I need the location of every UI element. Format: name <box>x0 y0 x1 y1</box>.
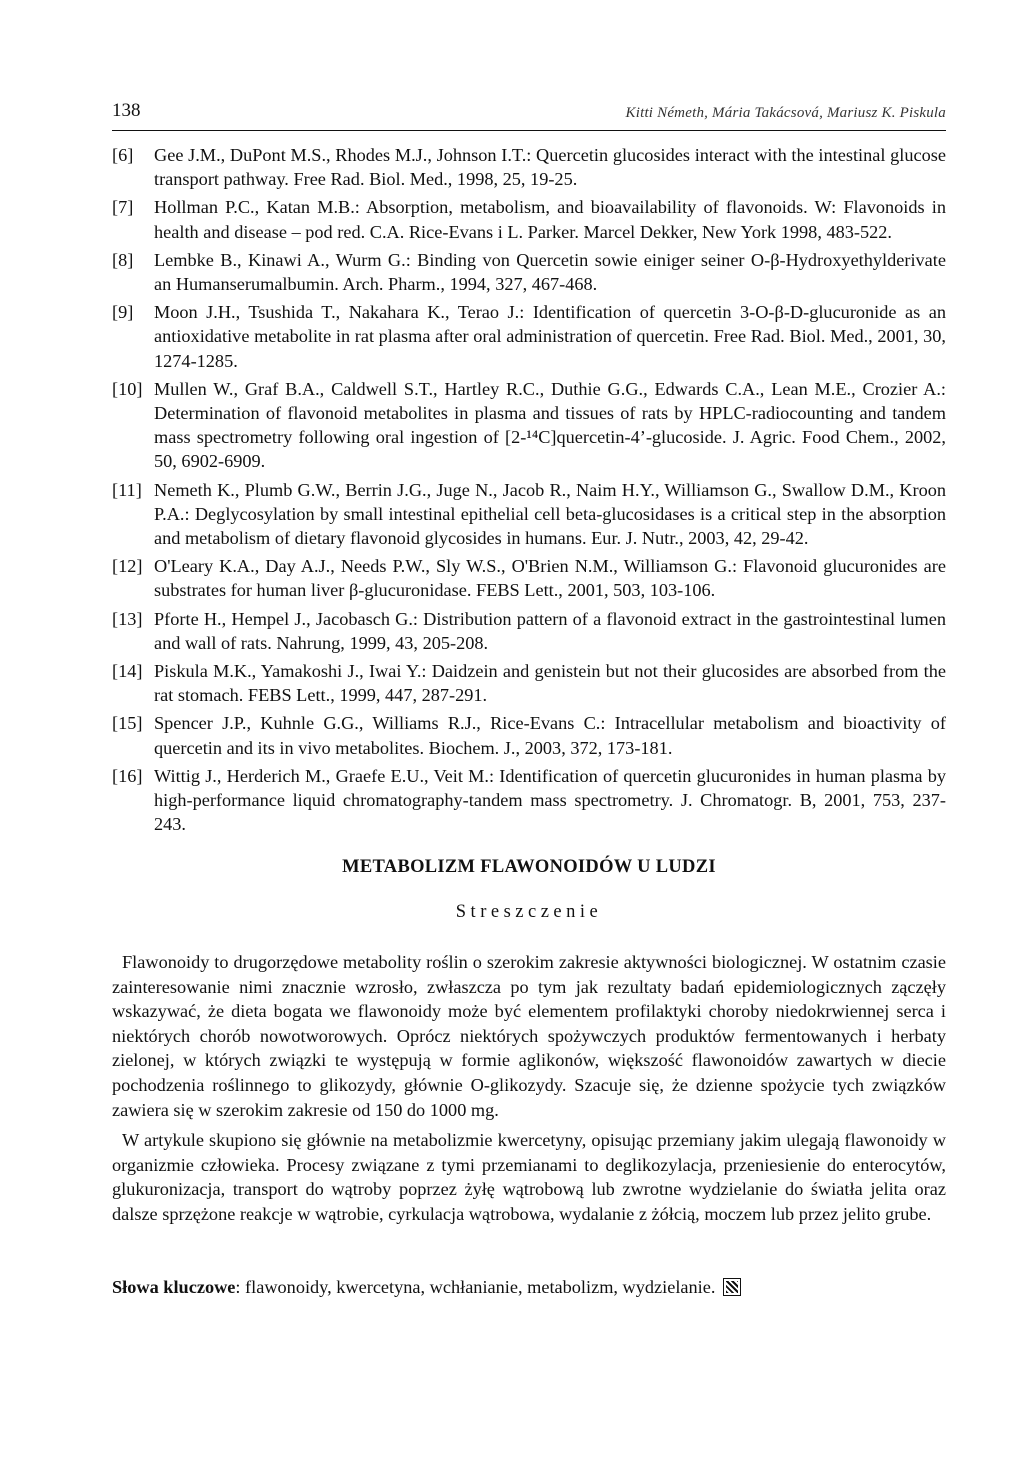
reference-text: Hollman P.C., Katan M.B.: Absorption, metabolism, and bioavailability of flavonoids. W: Flavonoids in health and disease – pod red. C.A. Rice-Evans i L. Parker. Marcel Dekker, New York 1998, 483-522. <box>154 197 946 242</box>
reference-text: Spencer J.P., Kuhnle G.G., Williams R.J., Rice-Evans C.: Intracellular metabolism and bioactivity of quercetin and its in vivo metabolites. Biochem. J., 2003, 372, 173-181. <box>154 713 946 758</box>
reference-item <box>112 764 946 837</box>
reference-number: [16] <box>112 765 143 786</box>
reference-item <box>112 248 946 296</box>
reference-text: Nemeth K., Plumb G.W., Berrin J.G., Juge N., Jacob R., Naim H.Y., Williamson G., Swallow D.M., Kroon P.A.: Deglycosylation by small intestinal epithelial cell beta-glucosidases is a critical step in the absorption and metabolism of dietary flavonoid glycosides in humans. Eur. J. Nutr., 2003, 42, 29-42. <box>154 479 946 549</box>
reference-text: O'Leary K.A., Day A.J., Needs P.W., Sly W.S., O'Brien N.M., Williamson G.: Flavonoid glucuronides are substrates for human liver β-glucuronidase. FEBS Lett., 2001, 503, 103-106. <box>154 556 946 601</box>
reference-item <box>112 377 946 474</box>
reference-item <box>112 300 946 373</box>
reference-number: [14] <box>112 661 143 682</box>
reference-item <box>112 711 946 759</box>
keywords-line <box>112 1275 946 1299</box>
page-header <box>112 98 946 131</box>
reference-item <box>112 478 946 551</box>
reference-number: [9] <box>112 302 134 323</box>
reference-list <box>112 143 946 840</box>
reference-text: Piskula M.K., Yamakoshi J., Iwai Y.: Daidzein and genistein but not their glucosides are absorbed from the rat stomach. FEBS Lett., 1999, 447, 287-291. <box>154 661 946 706</box>
keywords-list: : flawonoidy, kwercetyna, wchłanianie, metabolizm, wydzielanie. <box>235 1277 716 1297</box>
reference-number: [13] <box>112 608 143 629</box>
reference-item <box>112 554 946 602</box>
reference-number: [15] <box>112 713 143 734</box>
reference-number: [10] <box>112 378 143 399</box>
reference-number: [6] <box>112 145 134 165</box>
reference-text: Lembke B., Kinawi A., Wurm G.: Binding von Quercetin sowie einiger seiner O-β-Hydroxyethylderivate an Humanserumalbumin. Arch. Pharm., 1994, 327, 467-468. <box>154 249 946 295</box>
running-head-authors: Kitti Németh, Mária Takácsová, Mariusz K. Piskula <box>625 105 946 121</box>
reference-number: [12] <box>112 556 143 577</box>
abstract-title: METABOLIZM FLAWONOIDÓW U LUDZI <box>342 857 716 877</box>
abstract-paragraph: Flawonoidy to drugorzędowe metabolity roślin o szerokim zakresie aktywności biologicznej. W ostatnim czasie zainteresowanie nimi znacznie wzrosło, zwłaszcza po tym jak rezultaty badań epidemiologicznych zączęły wskazywać, że dieta bogata we flawonoidy może być elementem profilaktyki choroby niedokrwiennej serca i niektórych chorób nowotworowych. Oprócz niektórych spożywczych produktów fermentowanych i herbaty zielonej, w których związki te występują w formie aglikonów, większość flawonoidów zawartych w diecie pochodzenia roślinnego to glikozydy, głównie O-glikozydy. Szacuje się, że dzienne spożycie tych związków zawiera się w szerokim zakresie od 150 do 1000 mg. <box>112 952 946 1120</box>
reference-number: [7] <box>112 197 134 218</box>
reference-text: Wittig J., Herderich M., Graefe E.U., Veit M.: Identification of quercetin glucuronides in human plasma by high-performance liquid chromatography-tandem mass spectrometry. J. Chromatogr. B, 2001, 753, 237-243. <box>154 765 946 835</box>
reference-item <box>112 143 946 191</box>
abstract-paragraph: W artykule skupiono się głównie na metabolizmie kwercetyny, opisując przemiany jakim ulegają flawonoidy w organizmie człowieka. Procesy związane z tymi przemianami to deglikozylacja, przeniesienie do enterocytów, glukuronizacja, transport do wątroby poprzez żyłę wątrobową lub zwrotne wydzielanie do światła jelita oraz dalsze sprzężone reakcje w wątrobie, cyrkulacja wątrobowa, wydalanie z żółcią, moczem lub przez jelito grube. <box>112 1130 946 1224</box>
page-number: 138 <box>112 100 141 121</box>
reference-text: Moon J.H., Tsushida T., Nakahara K., Terao J.: Identification of quercetin 3-O-β-D-glucuronide as an antioxidative metabolite in rat plasma after oral administration of quercetin. Free Rad. Biol. Med., 2001, 30, 1274-1285. <box>154 302 946 371</box>
reference-item <box>112 659 946 707</box>
reference-item <box>112 195 946 243</box>
reference-text: Mullen W., Graf B.A., Caldwell S.T., Hartley R.C., Duthie G.G., Edwards C.A., Lean M.E., Crozier A.: Determination of flavonoid metabolites in plasma and tissues of rats by HPLC-radiocounting and tandem mass spectrometry following oral ingestion of [2-¹⁴C]quercetin-4’-glucoside. J. Agric. Food Chem., 2002, 50, 6902-6909. <box>154 378 946 472</box>
reference-text: Pforte H., Hempel J., Jacobasch G.: Distribution pattern of a flavonoid extract in the gastrointestinal lumen and wall of rats. Nahrung, 1999, 43, 205-208. <box>154 608 946 653</box>
abstract-body <box>112 950 946 1233</box>
reference-item <box>112 607 946 655</box>
reference-text: Gee J.M., DuPont M.S., Rhodes M.J., Johnson I.T.: Quercetin glucosides interact with the intestinal glucose transport pathway. Free Rad. Biol. Med., 1998, 25, 19-25. <box>154 145 946 190</box>
reference-number: [8] <box>112 249 134 270</box>
keywords-label: Słowa kluczowe <box>112 1277 236 1297</box>
reference-number: [11] <box>112 479 142 500</box>
end-of-article-icon <box>723 1278 741 1296</box>
abstract-subtitle: Streszczenie <box>455 902 603 922</box>
